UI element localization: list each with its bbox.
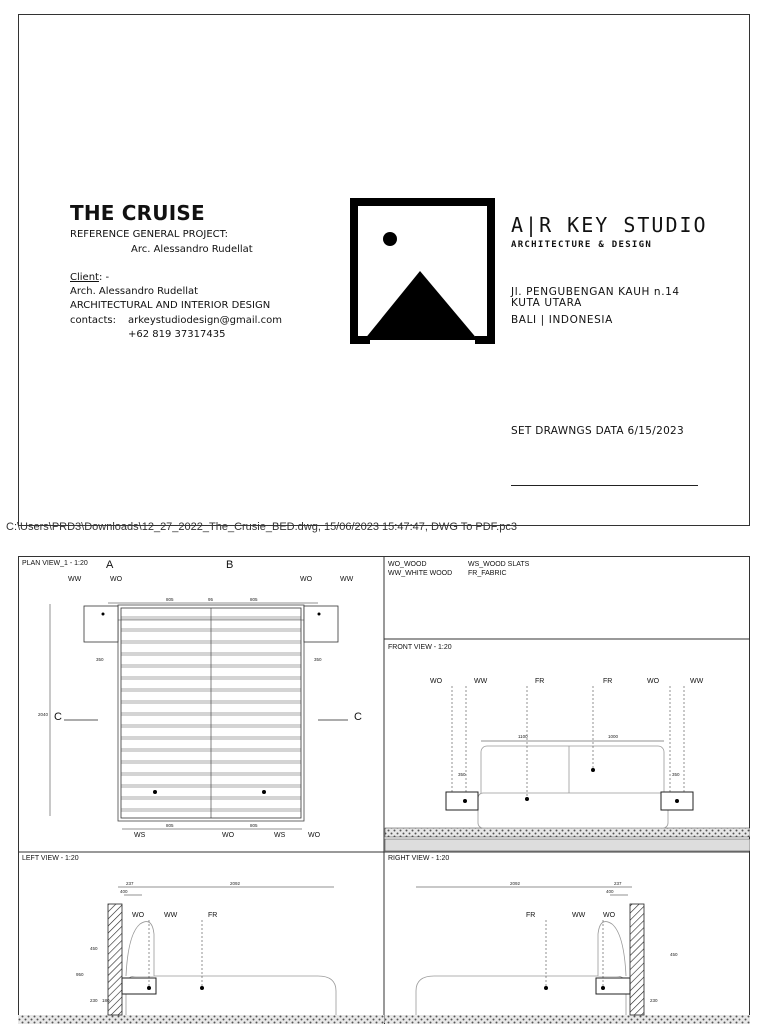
section-marker-c-right: C [354, 711, 362, 723]
project-title: THE CRUISE [70, 201, 205, 225]
contact-email: arkeystudiodesign@gmail.com [128, 315, 282, 326]
left-headboard [126, 922, 154, 976]
contact-phone: +62 819 37317435 [128, 329, 226, 340]
right-headboard [598, 922, 626, 976]
front-tag-ww-left: WW [474, 678, 488, 685]
left-tag-wo: WO [132, 912, 145, 919]
right-view-drawing [385, 881, 750, 1024]
plan-dim-top-2: 95 [208, 597, 214, 602]
legend-wood-slats: WS_WOOD SLATS [468, 561, 530, 568]
plan-dim-top-1: 805 [166, 597, 174, 602]
left-dim-height-3: 230 [90, 998, 98, 1003]
plan-dim-bottom-2: 805 [250, 823, 258, 828]
right-dim-1: 2092 [510, 881, 521, 886]
plan-tag-wo-mid: WO [222, 832, 235, 839]
section-marker-a: A [106, 559, 114, 571]
reference-label: REFERENCE GENERAL PROJECT: [70, 229, 229, 240]
drawing-plate [18, 556, 750, 1024]
right-wall [630, 904, 644, 1015]
section-marker-c-left: C [54, 711, 62, 723]
left-dim-height-4: 180 [102, 998, 110, 1003]
front-mattress [478, 793, 668, 828]
front-view-title: FRONT VIEW - 1:20 [388, 644, 452, 651]
plan-view-drawing [38, 559, 362, 839]
right-tag-wo: WO [603, 912, 616, 919]
right-view-title: RIGHT VIEW - 1:20 [388, 855, 450, 862]
right-dim-height-1: 450 [670, 952, 678, 957]
client-value: : - [98, 272, 110, 283]
address-line-1: Jl. PENGUBENGAN KAUH n.14 [511, 286, 680, 298]
plan-dim-side: 2040 [38, 712, 49, 717]
front-headboard [481, 746, 664, 800]
architect-role: ARCHITECTURAL AND INTERIOR DESIGN [70, 300, 271, 311]
right-nightstand [596, 978, 630, 994]
set-drawings-data [511, 425, 684, 437]
client-line [70, 272, 109, 284]
front-tag-wo-right: WO [647, 678, 660, 685]
right-dim-height-2: 230 [650, 998, 658, 1003]
left-view-drawing [18, 881, 384, 1024]
right-dim-sub: 400 [606, 889, 614, 894]
front-ground [385, 828, 750, 837]
right-ground [385, 1015, 750, 1024]
legend-fabric: FR_FABRIC [468, 570, 507, 577]
left-ground [18, 1015, 384, 1024]
right-tag-ww: WW [572, 912, 586, 919]
left-tag-ww: WW [164, 912, 178, 919]
plan-tag-wo-left: WO [110, 576, 123, 583]
plan-tag-ws-left: WS [134, 832, 146, 839]
plan-dim-nightstand-right: 350 [314, 657, 322, 662]
left-dim-2: 2092 [230, 881, 241, 886]
plan-view-title: PLAN VIEW_1 - 1:20 [22, 560, 88, 567]
left-dim-sub: 400 [120, 889, 128, 894]
left-dim-height-2: 450 [90, 946, 98, 951]
plan-tag-wo-right: WO [300, 576, 313, 583]
contacts-label: contacts: [70, 315, 117, 326]
reference-name: Arc. Alessandro Rudellat [131, 244, 253, 255]
studio-logo-icon [350, 198, 495, 344]
architect-name: Arch. Alessandro Rudellat [70, 286, 199, 297]
set-label: SET DRAWNGS DATA [511, 425, 624, 437]
nightstand-right [304, 606, 338, 642]
front-tag-fr-right: FR [603, 678, 613, 685]
left-view-title: LEFT VIEW - 1:20 [22, 855, 79, 862]
front-tag-ww-right: WW [690, 678, 704, 685]
legend-white-wood: WW_WHITE WOOD [388, 570, 453, 577]
front-dim-nightstand-right: 350 [672, 772, 680, 777]
plan-dim-top-3: 805 [250, 597, 258, 602]
plan-tag-ws-right: WS [274, 832, 286, 839]
signature-line [511, 485, 698, 486]
set-date: 6/15/2023 [627, 425, 685, 437]
right-mattress [416, 976, 626, 1015]
file-path: C:\Users\PRD3\Downloads\12_27_2022_The_Crusie_BED.dwg, 15/06/2023 15:47:47, DWG To PDF.pc3 [6, 521, 517, 533]
left-tag-fr: FR [208, 912, 218, 919]
front-dim-2: 1000 [608, 734, 619, 739]
plan-tag-ww-left: WW [68, 576, 82, 583]
plan-tag-ww-right: WW [340, 576, 354, 583]
left-wall [108, 904, 122, 1015]
front-dim-nightstand-left: 350 [458, 772, 466, 777]
cover-sheet [18, 14, 750, 526]
plan-dim-nightstand-left: 350 [96, 657, 104, 662]
left-dim-height-1: 950 [76, 972, 84, 977]
nightstand-left [84, 606, 118, 642]
studio-subtitle: ARCHITECTURE & DESIGN [511, 240, 653, 250]
front-dim-1: 1100 [518, 734, 528, 739]
left-dim-1: 237 [126, 881, 134, 886]
address-line-3: BALI | INDONESIA [511, 314, 613, 326]
right-dim-2: 237 [614, 881, 622, 886]
left-nightstand [122, 978, 156, 994]
front-nightstand-left [446, 792, 478, 810]
client-label: Client [70, 272, 99, 283]
address-line-2: KUTA UTARA [511, 297, 582, 309]
section-marker-b: B [226, 559, 234, 571]
front-tag-wo-left: WO [430, 678, 443, 685]
plan-tag-wo-right-bottom: WO [308, 832, 321, 839]
front-tag-fr-left: FR [535, 678, 545, 685]
studio-name: A|R KEY STUDIO [511, 213, 708, 237]
front-view-drawing [385, 678, 750, 851]
legend-wood: WO_WOOD [388, 561, 427, 568]
plan-dim-bottom-1: 805 [166, 823, 174, 828]
right-tag-fr: FR [526, 912, 536, 919]
left-mattress [126, 976, 336, 1015]
